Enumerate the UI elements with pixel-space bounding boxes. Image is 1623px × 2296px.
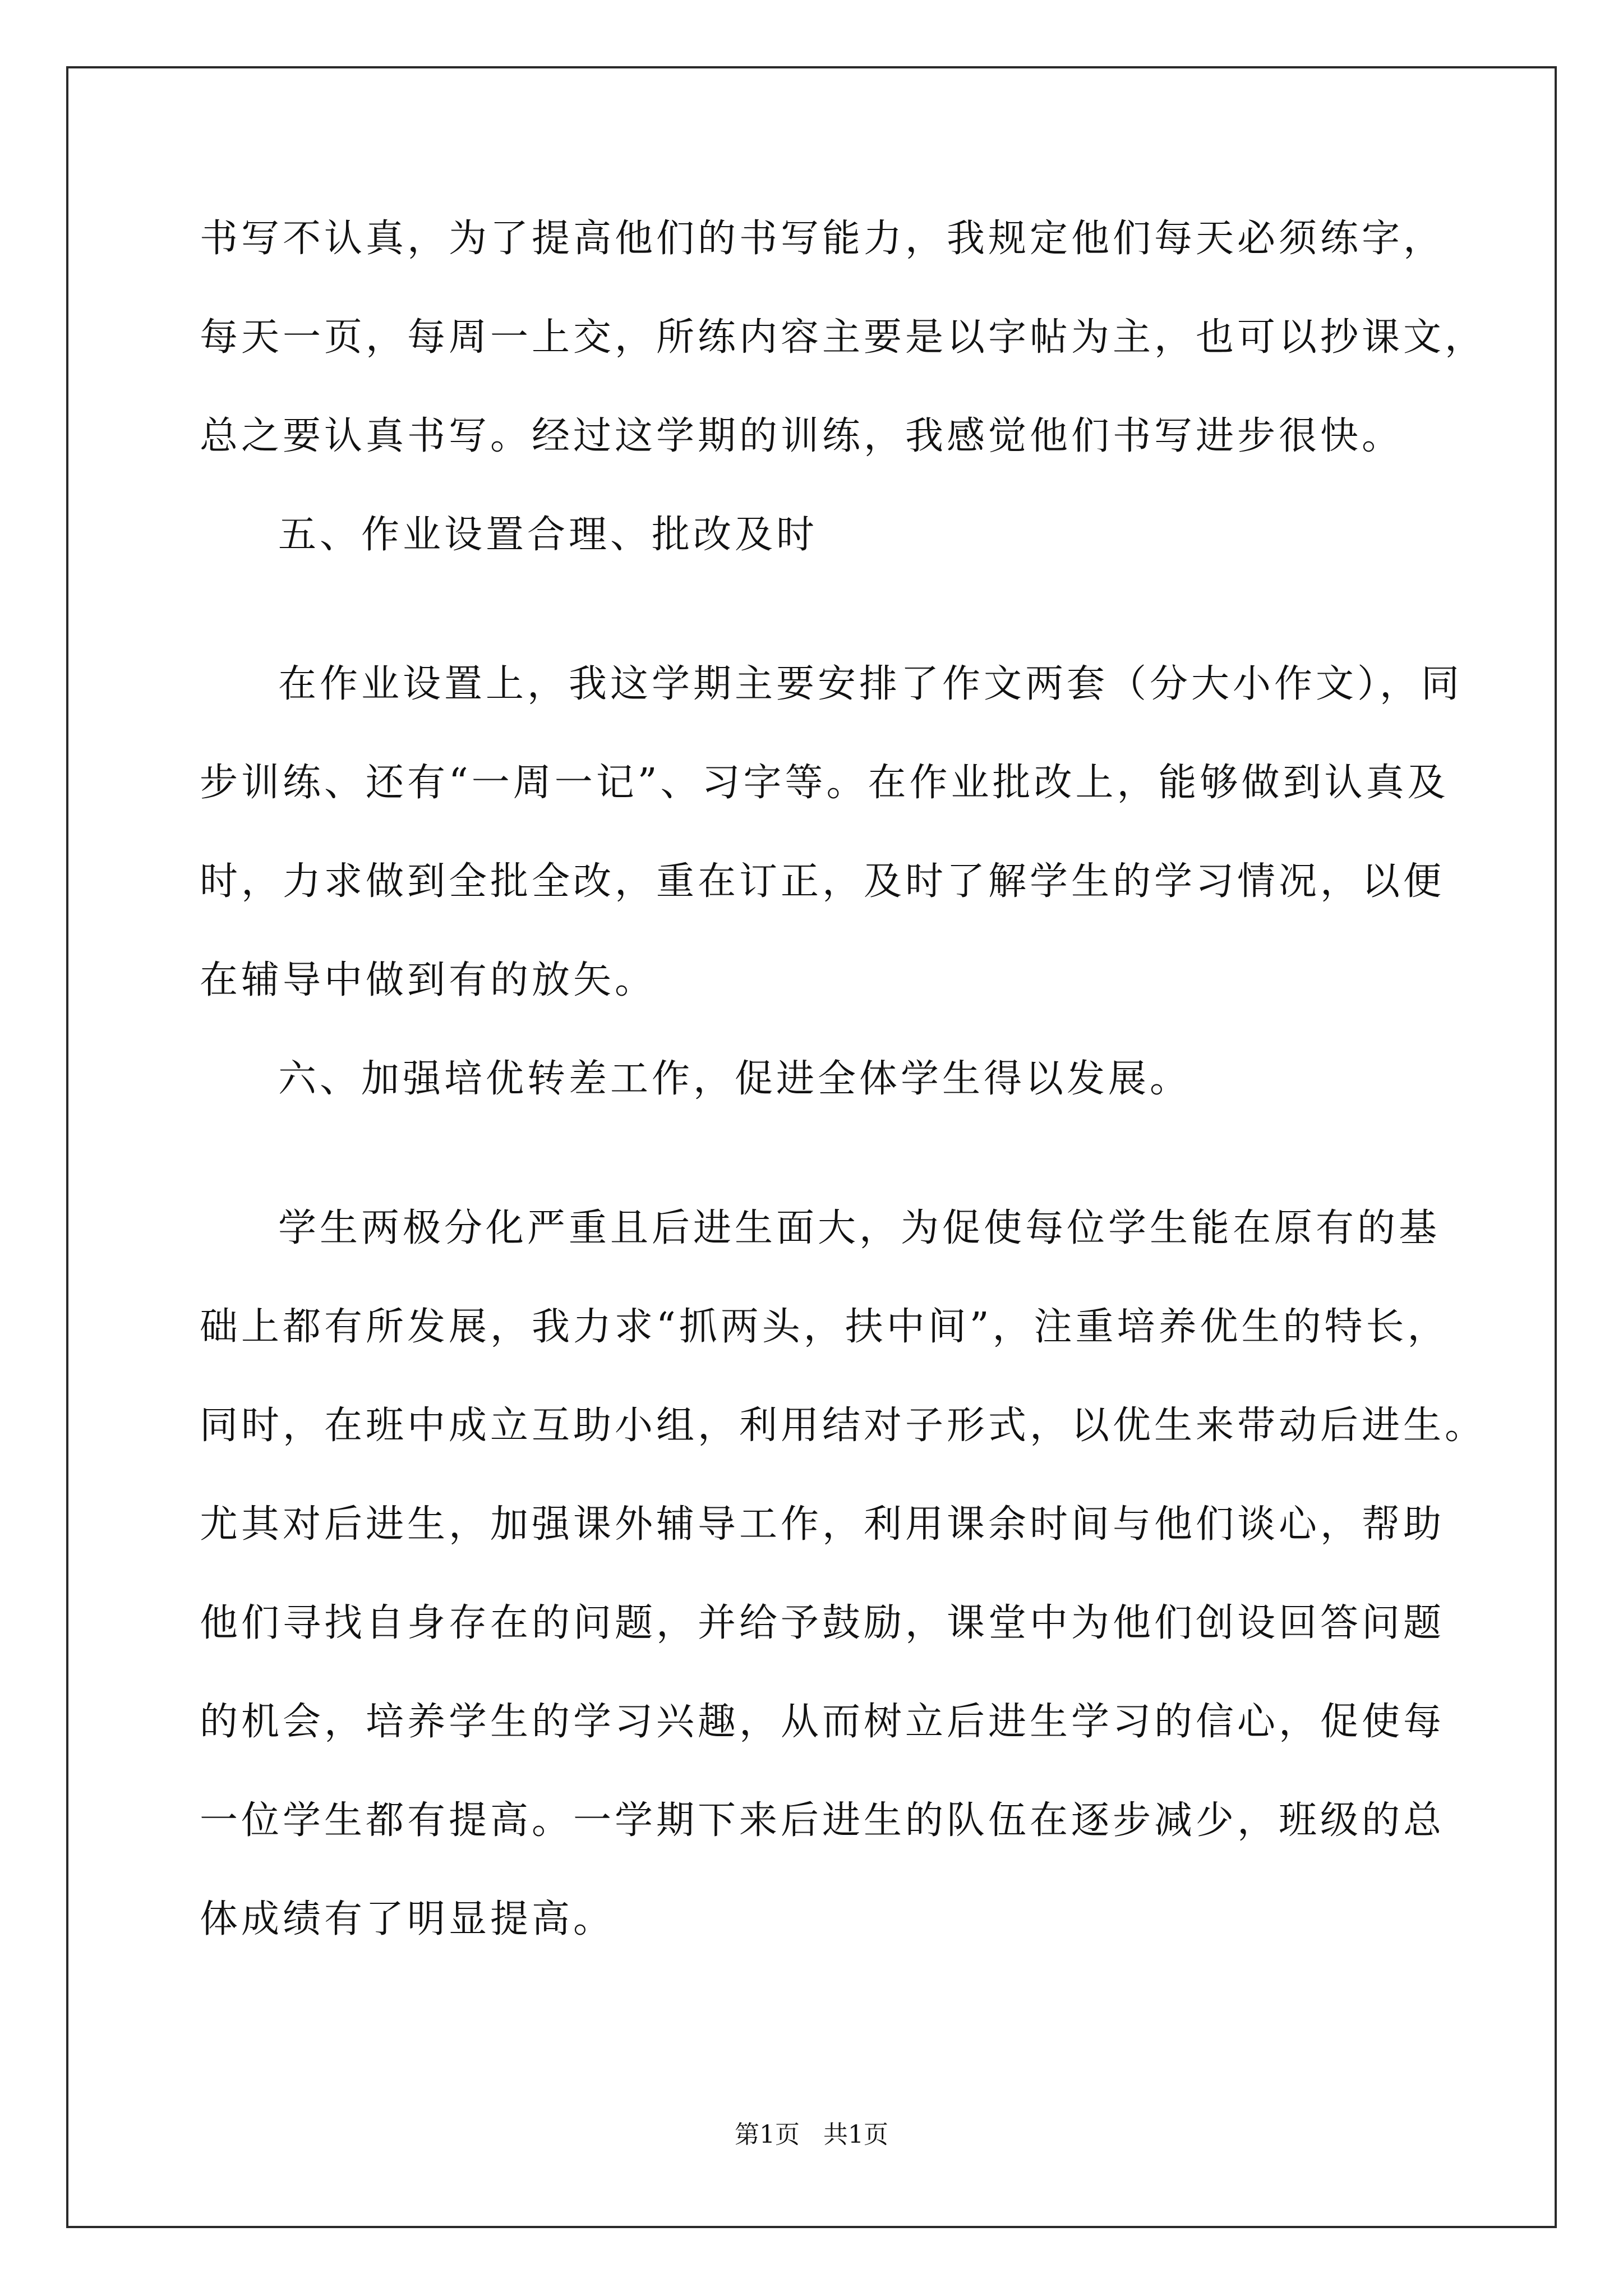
section-heading: 五、作业设置合理、批改及时 [278,513,818,557]
body-line: 同时，在班中成立互助小组，利用结对子形式，以优生来带动后进生。 [200,1404,1487,1448]
body-line: 时，力求做到全批全改，重在订正，及时了解学生的学习情况，以便 [200,859,1445,904]
body-line: 尤其对后进生，加强课外辅导工作，利用课余时间与他们谈心，帮助 [200,1502,1445,1547]
body-line: 础上都有所发展，我力求“抓两头，扶中间”，注重培养优生的特长， [200,1305,1449,1349]
body-line: 在辅导中做到有的放矢。 [200,958,657,1002]
body-line: 每天一页，每周一上交，所练内容主要是以字帖为主，也可以抄课文， [200,315,1487,360]
body-line: 步训练、还有“一周一记”、习字等。在作业批改上，能够做到认真及 [200,761,1449,805]
body-line: 他们寻找自身存在的问题，并给予鼓励，课堂中为他们创设回答问题 [200,1601,1445,1645]
page-number-footer: 第1页 共1页 [735,2120,888,2149]
section-heading: 六、加强培优转差工作，促进全体学生得以发展。 [278,1057,1192,1101]
body-line: 体成绩有了明显提高。 [200,1897,615,1941]
body-line: 一位学生都有提高。一学期下来后进生的队伍在逐步减少，班级的总 [200,1798,1445,1843]
body-line: 总之要认真书写。经过这学期的训练，我感觉他们书写进步很快。 [200,414,1404,458]
paragraph-first-line: 学生两极分化严重且后进生面大，为促使每位学生能在原有的基 [278,1206,1441,1250]
body-line: 的机会，培养学生的学习兴趣，从而树立后进生学习的信心，促使每 [200,1700,1445,1744]
body-line: 书写不认真，为了提高他们的书写能力，我规定他们每天必须练字， [200,217,1445,261]
paragraph-first-line: 在作业设置上，我这学期主要安排了作文两套（分大小作文），同 [278,662,1463,706]
